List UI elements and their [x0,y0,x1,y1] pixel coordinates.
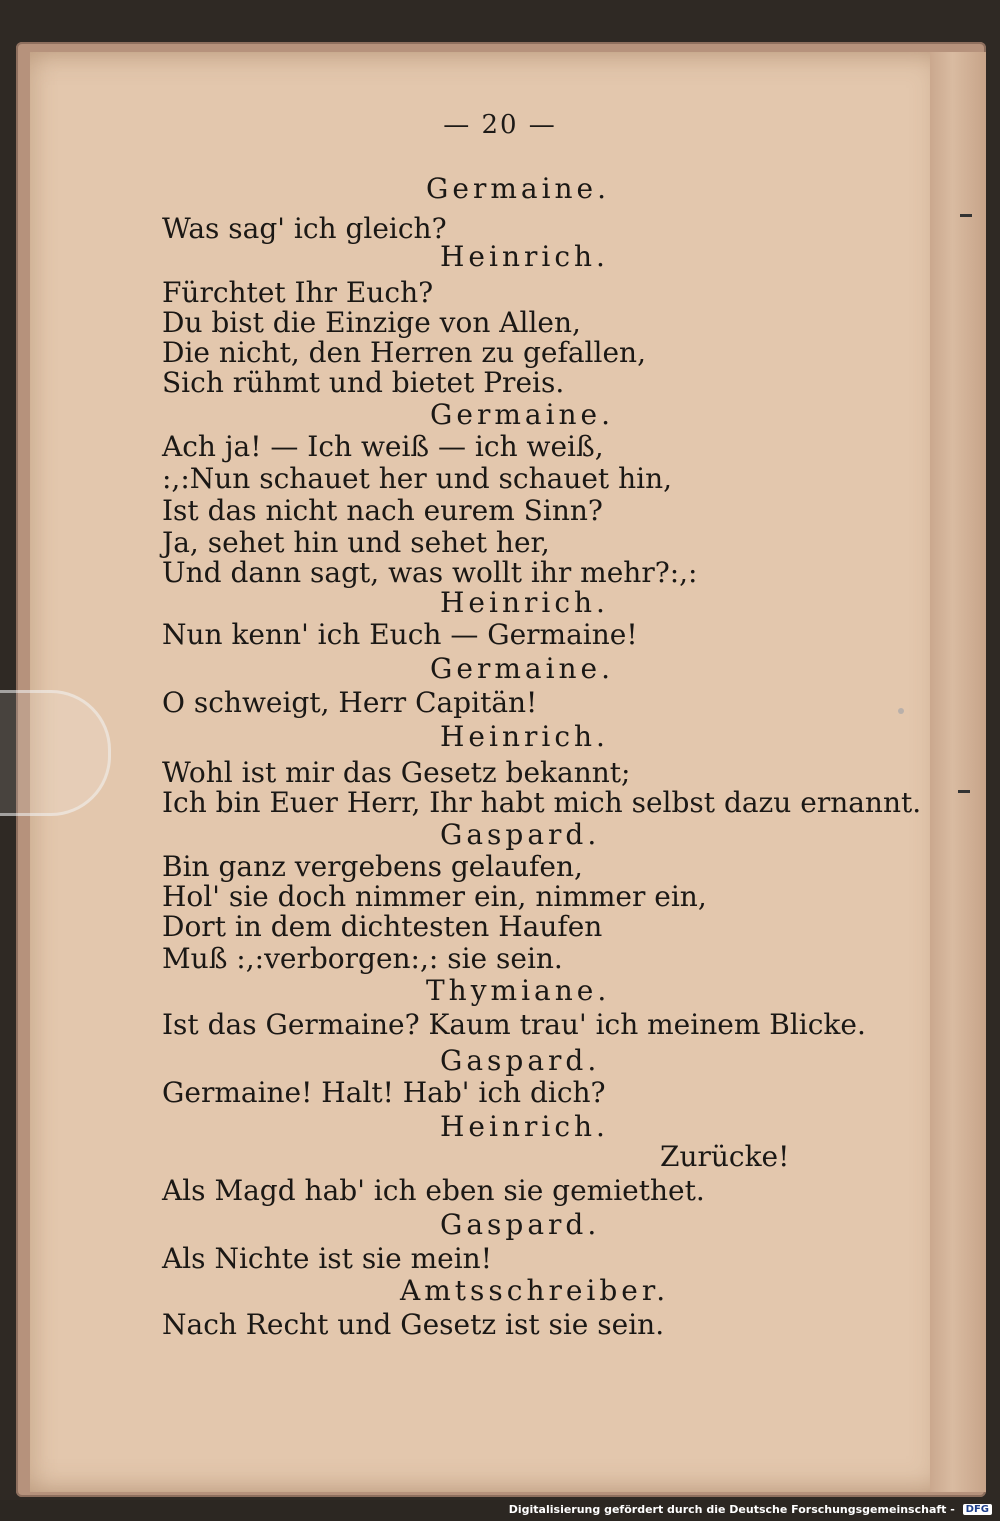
verse-line: Ist das Germaine? Kaum trau' ich meinem Blicke. [162,1008,866,1041]
verse-line: Du bist die Einzige von Allen, [162,306,581,339]
verse-line: O schweigt, Herr Capitän! [162,686,538,719]
verse-line: Als Nichte ist sie mein! [162,1242,492,1275]
verse-line: :,:Nun schauet her und schauet hin, [162,462,673,495]
speaker-name: Germaine. [426,172,611,205]
verse-line: Ist das nicht nach eurem Sinn? [162,494,603,527]
speaker-name: Germaine. [430,652,615,685]
verse-line: Ich bin Euer Herr, Ihr habt mich selbst dazu ernannt. [162,786,922,819]
verse-line: Dort in dem dichtesten Haufen [162,910,603,943]
speaker-name: Germaine. [430,398,615,431]
page-gutter [930,52,986,1492]
verse-line: Was sag' ich gleich? [162,212,447,245]
speaker-name: Thymiane. [426,974,611,1007]
verse-line: Und dann sagt, was wollt ihr mehr?:,: [162,556,698,589]
spot-mark [898,708,904,714]
speaker-name: Heinrich. [440,720,609,753]
digitization-credit [509,1503,992,1519]
verse-line: Germaine! Halt! Hab' ich dich? [162,1076,606,1109]
dfg-logo: DFG [963,1504,992,1515]
verse-line: Ja, sehet hin und sehet her, [162,526,550,559]
speaker-name: Amtsschreiber. [400,1274,670,1307]
verse-line: Als Magd hab' ich eben sie gemiethet. [162,1174,705,1207]
speaker-name: Gaspard. [440,1044,601,1077]
verse-line: Nach Recht und Gesetz ist sie sein. [162,1308,665,1341]
verse-line: Ach ja! — Ich weiß — ich weiß, [162,430,604,463]
speaker-name: Gaspard. [440,1208,601,1241]
verse-line: Wohl ist mir das Gesetz bekannt; [162,756,631,789]
verse-line: Sich rühmt und bietet Preis. [162,366,565,399]
verse-line: Bin ganz vergebens gelaufen, [162,850,583,883]
speaker-name: Heinrich. [440,1110,609,1143]
speaker-name: Heinrich. [440,240,609,273]
speaker-name: Heinrich. [440,586,609,619]
margin-mark-icon [960,214,972,217]
margin-mark-icon [958,790,970,793]
page-number: — 20 — [443,110,557,140]
verse-line: Nun kenn' ich Euch — Germaine! [162,618,638,651]
page-clip [0,690,111,816]
credit-text: Digitalisierung gefördert durch die Deutsche Forschungsgemeinschaft - [508,1503,955,1516]
verse-line: Die nicht, den Herren zu gefallen, [162,336,646,369]
speaker-name: Gaspard. [440,818,601,851]
verse-line: Fürchtet Ihr Euch? [162,276,434,309]
verse-line: Muß :,:verborgen:,: sie sein. [162,942,563,975]
verse-line: Zurücke! [660,1140,790,1173]
verse-line: Hol' sie doch nimmer ein, nimmer ein, [162,880,707,913]
